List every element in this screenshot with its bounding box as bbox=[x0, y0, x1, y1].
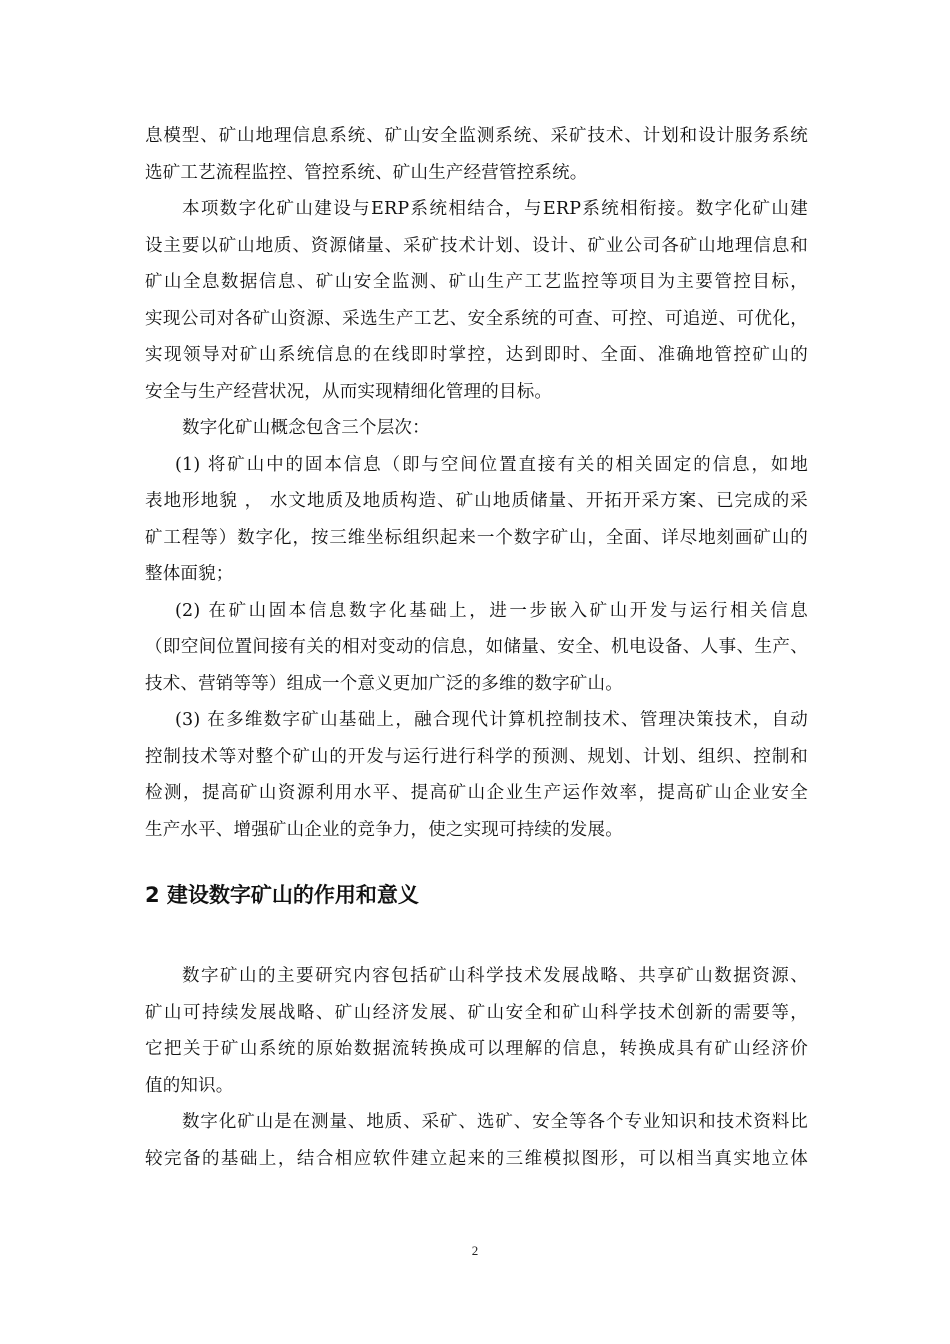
text-line: 表地形地貌 ， 水文地质及地质构造、矿山地质储量、开拓开采方案、已完成的采 bbox=[145, 491, 808, 511]
paragraph-level-1 bbox=[145, 447, 808, 593]
paragraph-erp bbox=[145, 191, 808, 410]
text-line: (1) 将矿山中的固本信息（即与空间位置直接有关的相关固定的信息，如地 bbox=[175, 454, 808, 475]
paragraph-research bbox=[145, 958, 808, 1104]
text-line: 生产水平、增强矿山企业的竞争力，使之实现可持续的发展。 bbox=[145, 819, 623, 840]
text-line: 较完备的基础上，结合相应软件建立起来的三维模拟图形，可以相当真实地立体 bbox=[145, 1148, 808, 1169]
paragraph-levels-intro bbox=[145, 410, 808, 447]
text-line: 它把关于矿山系统的原始数据流转换成可以理解的信息，转换成具有矿山经济价 bbox=[145, 1039, 808, 1059]
page-body bbox=[145, 118, 808, 1177]
text-line: 实现领导对矿山系统信息的在线即时掌控，达到即时、全面、准确地管控矿山的 bbox=[145, 345, 808, 365]
text-line: 矿山全息数据信息、矿山安全监测、矿山生产工艺监控等项目为主要管控目标， bbox=[145, 272, 808, 292]
text-line: 技术、营销等等）组成一个意义更加广泛的多维的数字矿山。 bbox=[145, 673, 623, 694]
text-line: 本项数字化矿山建设与ERP系统相结合，与ERP系统相衔接。数字化矿山建 bbox=[182, 199, 808, 219]
text-line: 数字化矿山是在测量、地质、采矿、选矿、安全等各个专业知识和技术资料比 bbox=[182, 1112, 808, 1132]
text-line: 矿工程等）数字化，按三维坐标组织起来一个数字矿山，全面、详尽地刻画矿山的 bbox=[145, 527, 808, 548]
text-line: 选矿工艺流程监控、管控系统、矿山生产经营管控系统。 bbox=[145, 162, 588, 183]
paragraph-level-2 bbox=[145, 593, 808, 703]
section-heading: 2 建设数字矿山的作用和意义 bbox=[145, 883, 419, 907]
text-line: 整体面貌； bbox=[145, 564, 234, 584]
text-line: 息模型、矿山地理信息系统、矿山安全监测系统、采矿技术、计划和设计服务系统 bbox=[145, 126, 808, 146]
paragraph-definition bbox=[145, 1104, 808, 1177]
text-line: 数字矿山的主要研究内容包括矿山科学技术发展战略、共享矿山数据资源、 bbox=[182, 966, 808, 986]
text-line: (2) 在矿山固本信息数字化基础上，进一步嵌入矿山开发与运行相关信息 bbox=[175, 600, 808, 621]
text-line: 数字化矿山概念包含三个层次： bbox=[182, 418, 430, 438]
text-line: 实现公司对各矿山资源、采选生产工艺、安全系统的可查、可控、可追逆、可优化， bbox=[145, 308, 808, 329]
paragraph-continuation bbox=[145, 118, 808, 191]
text-line: 值的知识。 bbox=[145, 1075, 234, 1096]
text-line: 控制技术等对整个矿山的开发与运行进行科学的预测、规划、计划、组织、控制和 bbox=[145, 746, 808, 767]
text-line: 检测，提高矿山资源利用水平、提高矿山企业生产运作效率，提高矿山企业安全 bbox=[145, 783, 808, 803]
text-line: （即空间位置间接有关的相对变动的信息，如储量、安全、机电设备、人事、生产、 bbox=[145, 637, 808, 657]
paragraph-level-3 bbox=[145, 702, 808, 848]
text-line: 设主要以矿山地质、资源储量、采矿技术计划、设计、矿业公司各矿山地理信息和 bbox=[145, 235, 808, 256]
page-number: 2 bbox=[471, 1243, 479, 1258]
text-line: (3) 在多维数字矿山基础上，融合现代计算机控制技术、管理决策技术，自动 bbox=[175, 710, 808, 730]
text-line: 矿山可持续发展战略、矿山经济发展、矿山安全和矿山科学技术创新的需要等， bbox=[145, 1002, 808, 1023]
text-line: 安全与生产经营状况，从而实现精细化管理的目标。 bbox=[145, 381, 553, 402]
